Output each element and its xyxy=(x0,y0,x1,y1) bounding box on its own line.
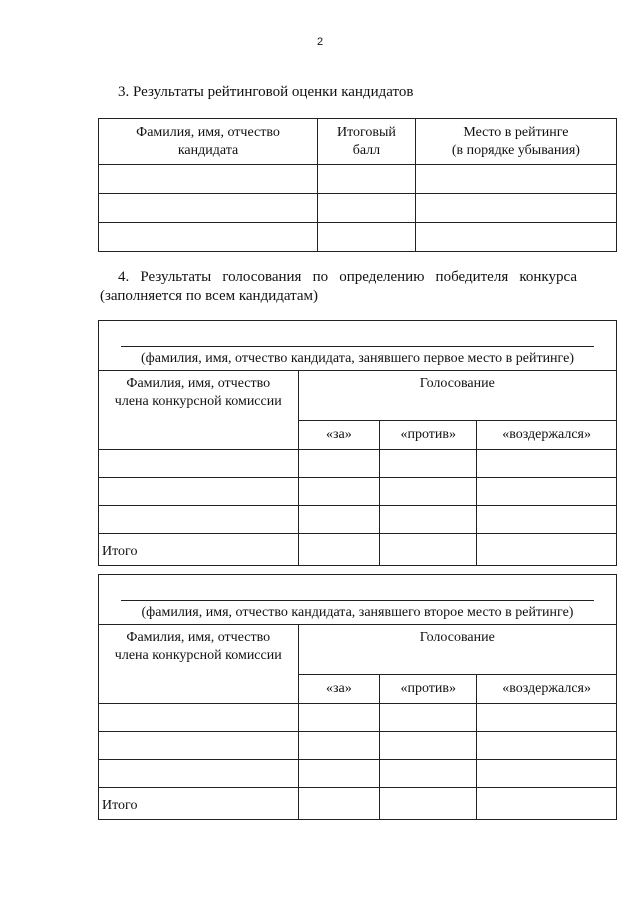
empty-cell[interactable] xyxy=(477,506,617,534)
empty-cell[interactable] xyxy=(298,704,380,732)
header-total-score xyxy=(318,119,416,165)
table-row xyxy=(99,760,617,788)
header-voting: Голосование xyxy=(298,371,616,421)
header-candidate-name xyxy=(99,119,318,165)
total-label: Итого xyxy=(99,534,299,566)
empty-cell[interactable] xyxy=(477,534,617,566)
empty-cell[interactable] xyxy=(298,478,380,506)
empty-cell[interactable] xyxy=(298,506,380,534)
empty-cell[interactable] xyxy=(99,478,299,506)
header-text: Фамилия, имя, отчество xyxy=(126,376,271,391)
empty-cell[interactable] xyxy=(380,506,477,534)
candidate-name-line xyxy=(121,600,594,601)
empty-cell[interactable] xyxy=(99,732,299,760)
header-text: Итоговый xyxy=(336,124,396,140)
empty-cell[interactable] xyxy=(99,704,299,732)
table-row xyxy=(99,704,617,732)
header-rating-place xyxy=(415,119,616,165)
candidate-caption: (фамилия, имя, отчество кандидата, занявшего первое место в рейтинге) xyxy=(141,351,574,366)
table-row xyxy=(99,450,617,478)
table-row xyxy=(99,732,617,760)
total-row xyxy=(99,788,617,820)
header-text: балл xyxy=(352,142,381,158)
empty-cell[interactable] xyxy=(380,704,477,732)
empty-cell[interactable] xyxy=(318,223,416,252)
candidate-row xyxy=(99,321,617,371)
empty-cell[interactable] xyxy=(99,450,299,478)
empty-cell[interactable] xyxy=(380,450,477,478)
header-against: «против» xyxy=(380,675,477,704)
empty-cell[interactable] xyxy=(298,534,380,566)
header-text: кандидата xyxy=(177,142,239,158)
empty-cell[interactable] xyxy=(415,223,616,252)
candidate-cell[interactable] xyxy=(99,575,617,625)
candidate-row xyxy=(99,575,617,625)
total-row xyxy=(99,534,617,566)
empty-cell[interactable] xyxy=(415,194,616,223)
empty-cell[interactable] xyxy=(415,165,616,194)
header-for: «за» xyxy=(298,675,380,704)
rating-results-table xyxy=(98,118,617,252)
voting-table-first-place xyxy=(98,320,617,566)
empty-cell[interactable] xyxy=(99,760,299,788)
empty-cell[interactable] xyxy=(318,165,416,194)
table-row xyxy=(99,194,617,223)
header-text: (в порядке убывания) xyxy=(451,142,580,158)
table-header-row xyxy=(99,625,617,675)
header-member-name xyxy=(99,371,299,450)
candidate-cell[interactable] xyxy=(99,321,617,371)
header-abstained: «воздержался» xyxy=(477,421,617,450)
empty-cell[interactable] xyxy=(298,450,380,478)
empty-cell[interactable] xyxy=(99,223,318,252)
empty-cell[interactable] xyxy=(99,506,299,534)
empty-cell[interactable] xyxy=(380,478,477,506)
empty-cell[interactable] xyxy=(477,704,617,732)
empty-cell[interactable] xyxy=(477,788,617,820)
candidate-caption: (фамилия, имя, отчество кандидата, занявшего второе место в рейтинге) xyxy=(141,605,574,620)
candidate-name-line xyxy=(121,346,594,347)
table-header-row xyxy=(99,119,617,165)
header-against: «против» xyxy=(380,421,477,450)
header-text: члена конкурсной комиссии xyxy=(114,394,282,409)
total-label: Итого xyxy=(99,788,299,820)
table-header-row xyxy=(99,371,617,421)
section-3-title: 3. Результаты рейтинговой оценки кандидатов xyxy=(118,84,414,100)
empty-cell[interactable] xyxy=(298,732,380,760)
empty-cell[interactable] xyxy=(318,194,416,223)
empty-cell[interactable] xyxy=(298,760,380,788)
section-4-line-1: 4. Результаты голосования по определению победителя конкурса xyxy=(118,269,577,285)
header-member-name xyxy=(99,625,299,704)
empty-cell[interactable] xyxy=(99,194,318,223)
empty-cell[interactable] xyxy=(477,732,617,760)
table-row xyxy=(99,506,617,534)
table-row xyxy=(99,165,617,194)
empty-cell[interactable] xyxy=(477,450,617,478)
header-abstained: «воздержался» xyxy=(477,675,617,704)
header-text: Фамилия, имя, отчество xyxy=(126,630,271,645)
header-for: «за» xyxy=(298,421,380,450)
header-text: члена конкурсной комиссии xyxy=(114,648,282,663)
empty-cell[interactable] xyxy=(380,732,477,760)
header-voting: Голосование xyxy=(298,625,616,675)
empty-cell[interactable] xyxy=(477,760,617,788)
header-text: Место в рейтинге xyxy=(463,124,569,140)
empty-cell[interactable] xyxy=(380,788,477,820)
header-text: Фамилия, имя, отчество xyxy=(136,124,280,140)
empty-cell[interactable] xyxy=(380,760,477,788)
empty-cell[interactable] xyxy=(99,165,318,194)
section-4-paragraph xyxy=(100,268,577,306)
table-row xyxy=(99,223,617,252)
empty-cell[interactable] xyxy=(477,478,617,506)
page-number: 2 xyxy=(316,36,324,48)
empty-cell[interactable] xyxy=(298,788,380,820)
empty-cell[interactable] xyxy=(380,534,477,566)
voting-table-second-place xyxy=(98,574,617,820)
section-4-line-2: (заполняется по всем кандидатам) xyxy=(100,288,319,304)
table-row xyxy=(99,478,617,506)
